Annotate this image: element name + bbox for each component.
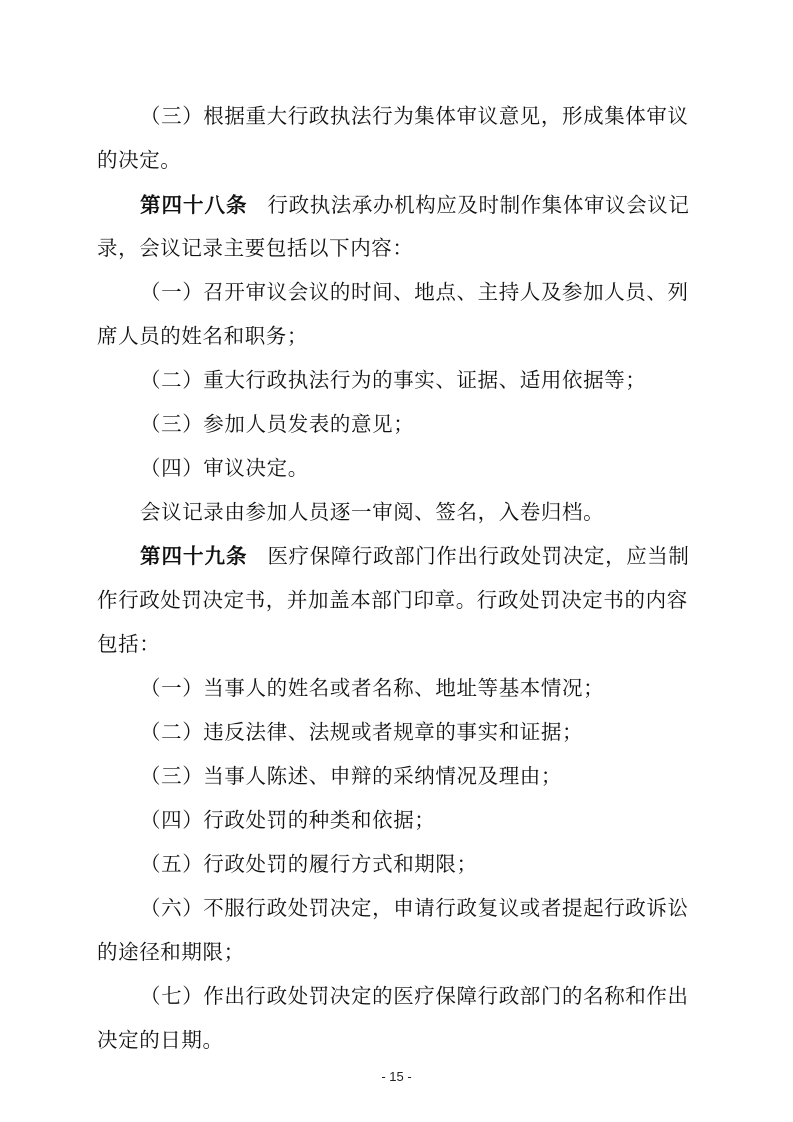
paragraph-line: （三）根据重大行政执法行为集体审议意见，形成集体审议	[140, 104, 689, 128]
article-49-label: 第四十九条	[140, 544, 248, 568]
page-number: - 15 -	[381, 1069, 412, 1084]
paragraph-line: 决定的日期。	[97, 1028, 224, 1052]
list-item: （三）参加人员发表的意见；	[140, 412, 415, 436]
list-item: （二）重大行政执法行为的事实、证据、适用依据等；	[140, 368, 647, 392]
list-item: （二）违反法律、法规或者规章的事实和证据；	[140, 720, 584, 744]
article-48-label: 第四十八条	[140, 193, 248, 217]
list-item: （四）审议决定。	[140, 456, 309, 480]
article-49-line	[0, 541, 793, 571]
paragraph-line: 的决定。	[97, 148, 182, 172]
list-item: （七）作出行政处罚决定的医疗保障行政部门的名称和作出	[140, 984, 689, 1008]
article-48-line	[0, 190, 793, 220]
article-48-text: 行政执法承办机构应及时制作集体审议会议记	[267, 193, 690, 217]
paragraph-line: 席人员的姓名和职务；	[97, 324, 308, 348]
paragraph-line: 录，会议记录主要包括以下内容：	[97, 236, 414, 260]
paragraph-line: 会议记录由参加人员逐一审阅、签名，入卷归档。	[140, 500, 605, 524]
article-49-text: 医疗保障行政部门作出行政处罚决定，应当制	[267, 544, 690, 568]
paragraph-line: 包括：	[97, 632, 161, 656]
paragraph-line: 作行政处罚决定书，并加盖本部门印章。行政处罚决定书的内容	[97, 588, 688, 612]
list-item: （五）行政处罚的履行方式和期限；	[140, 852, 478, 876]
list-item: （四）行政处罚的种类和依据；	[140, 808, 436, 832]
list-item: （三）当事人陈述、申辩的采纳情况及理由；	[140, 764, 562, 788]
list-item: （一）召开审议会议的时间、地点、主持人及参加人员、列	[140, 280, 689, 304]
paragraph-line: 的途径和期限；	[97, 940, 245, 964]
list-item: （一）当事人的姓名或者名称、地址等基本情况；	[140, 676, 605, 700]
list-item: （六）不服行政处罚决定，申请行政复议或者提起行政诉讼	[140, 896, 689, 920]
